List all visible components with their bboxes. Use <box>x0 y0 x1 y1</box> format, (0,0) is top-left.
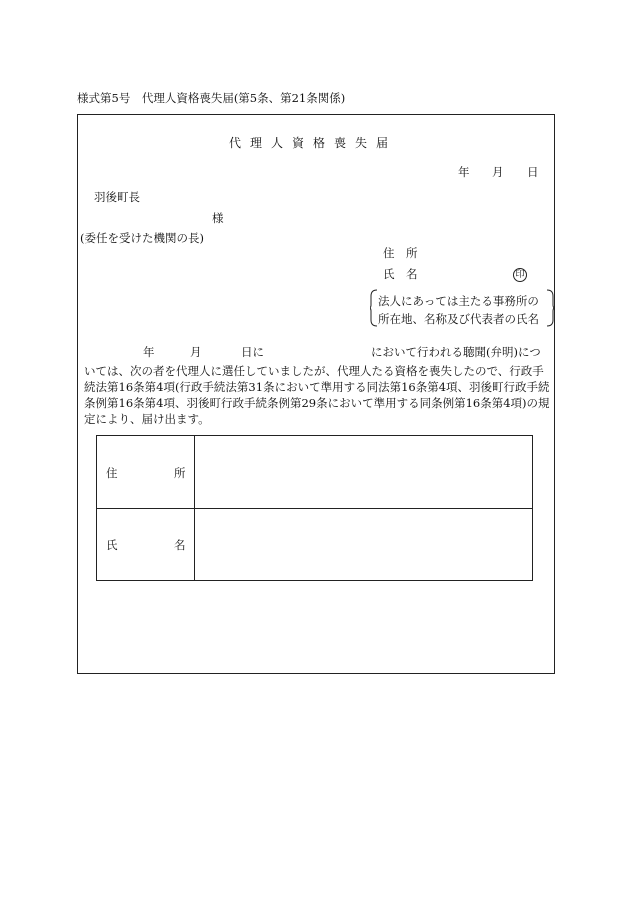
addressee-honorific: 様 <box>212 211 224 225</box>
seal-mark: 印 <box>513 268 527 282</box>
body-line-1-tail: において行われる聴聞(弁明)につ <box>371 345 541 359</box>
body-year-label: 年 <box>143 345 155 359</box>
table-address-label-start: 住 <box>106 466 118 480</box>
addressee-note: (委任を受けた機関の長) <box>80 231 204 245</box>
body-month-label: 月 <box>190 345 202 359</box>
body-line-4: 条例第16条第4項、羽後町行政手続条例第29条において準用する同条例第16条第4項)の規 <box>84 396 550 410</box>
corporate-note <box>370 289 554 327</box>
table-name-label-start: 氏 <box>106 538 118 552</box>
table-name-label-end: 名 <box>174 538 186 552</box>
body-line-2: いては、次の者を代理人に選任していましたが、代理人たる資格を喪失したので、行政手 <box>84 364 544 378</box>
corporate-note-line-1: 法人にあっては主たる事務所の <box>378 294 539 308</box>
body-line-3: 続法第16条第4項(行政手続法第31条において準用する同法第16条第4項、羽後町行政手続 <box>84 380 550 394</box>
form-caption: 様式第5号 代理人資格喪失届(第5条、第21条関係) <box>77 91 346 105</box>
body-day-label: 日に <box>241 345 264 359</box>
table-row-name <box>97 508 532 580</box>
applicant-name-label: 氏 名 <box>383 267 418 281</box>
date-year-label: 年 <box>458 165 470 179</box>
corporate-note-line-2: 所在地、名称及び代表者の氏名 <box>378 312 539 326</box>
applicant-address-label: 住 所 <box>383 246 418 260</box>
date-month-label: 月 <box>492 165 504 179</box>
form-title: 代理人資格喪失届 <box>229 136 398 150</box>
addressee-name: 羽後町長 <box>94 190 140 204</box>
table-address-label-end: 所 <box>174 466 186 480</box>
date-day-label: 日 <box>527 165 539 179</box>
table-row-address <box>97 436 532 509</box>
agent-info-table <box>96 435 533 581</box>
body-line-5: 定により、届け出ます。 <box>84 412 210 426</box>
